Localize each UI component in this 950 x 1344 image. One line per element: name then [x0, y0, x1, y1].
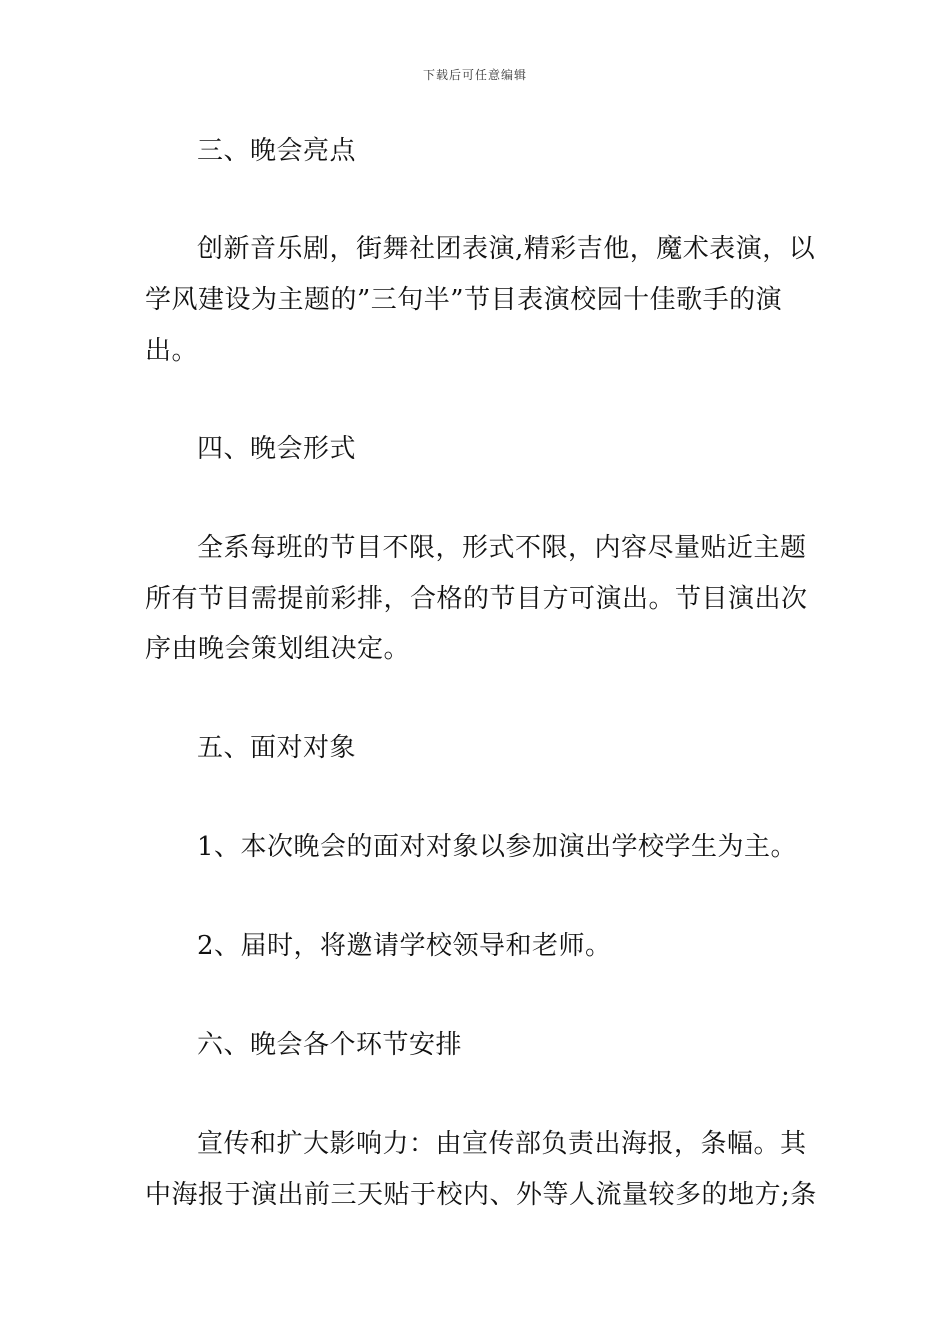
paragraph-line: 全系每班的节目不限，形式不限，内容尽量贴近主题: [197, 533, 807, 563]
section-heading-highlights: 三、晚会亮点: [197, 136, 357, 166]
paragraph-line: 中海报于演出前三天贴于校内、外等人流量较多的地方;条: [145, 1180, 817, 1210]
paragraph-line: 宣传和扩大影响力：由宣传部负责出海报，条幅。其: [197, 1129, 807, 1159]
section-heading-audience: 五、面对对象: [197, 733, 357, 763]
paragraph-line: 创新音乐剧，街舞社团表演,精彩吉他，魔术表演，以: [197, 234, 816, 264]
paragraph-line: 出。: [145, 336, 199, 366]
list-item: 1、本次晚会的面对对象以参加演出学校学生为主。: [197, 832, 798, 862]
list-item: 2、届时，将邀请学校领导和老师。: [197, 931, 612, 961]
page-header: 下载后可任意编辑: [422, 68, 527, 82]
section-heading-format: 四、晚会形式: [197, 434, 357, 464]
paragraph-line: 序由晚会策划组决定。: [145, 634, 411, 664]
paragraph-line: 所有节目需提前彩排，合格的节目方可演出。节目演出次: [145, 584, 808, 614]
paragraph-line: 学风建设为主题的”三句半”节目表演校园十佳歌手的演: [145, 285, 783, 315]
section-heading-arrangement: 六、晚会各个环节安排: [197, 1030, 463, 1060]
